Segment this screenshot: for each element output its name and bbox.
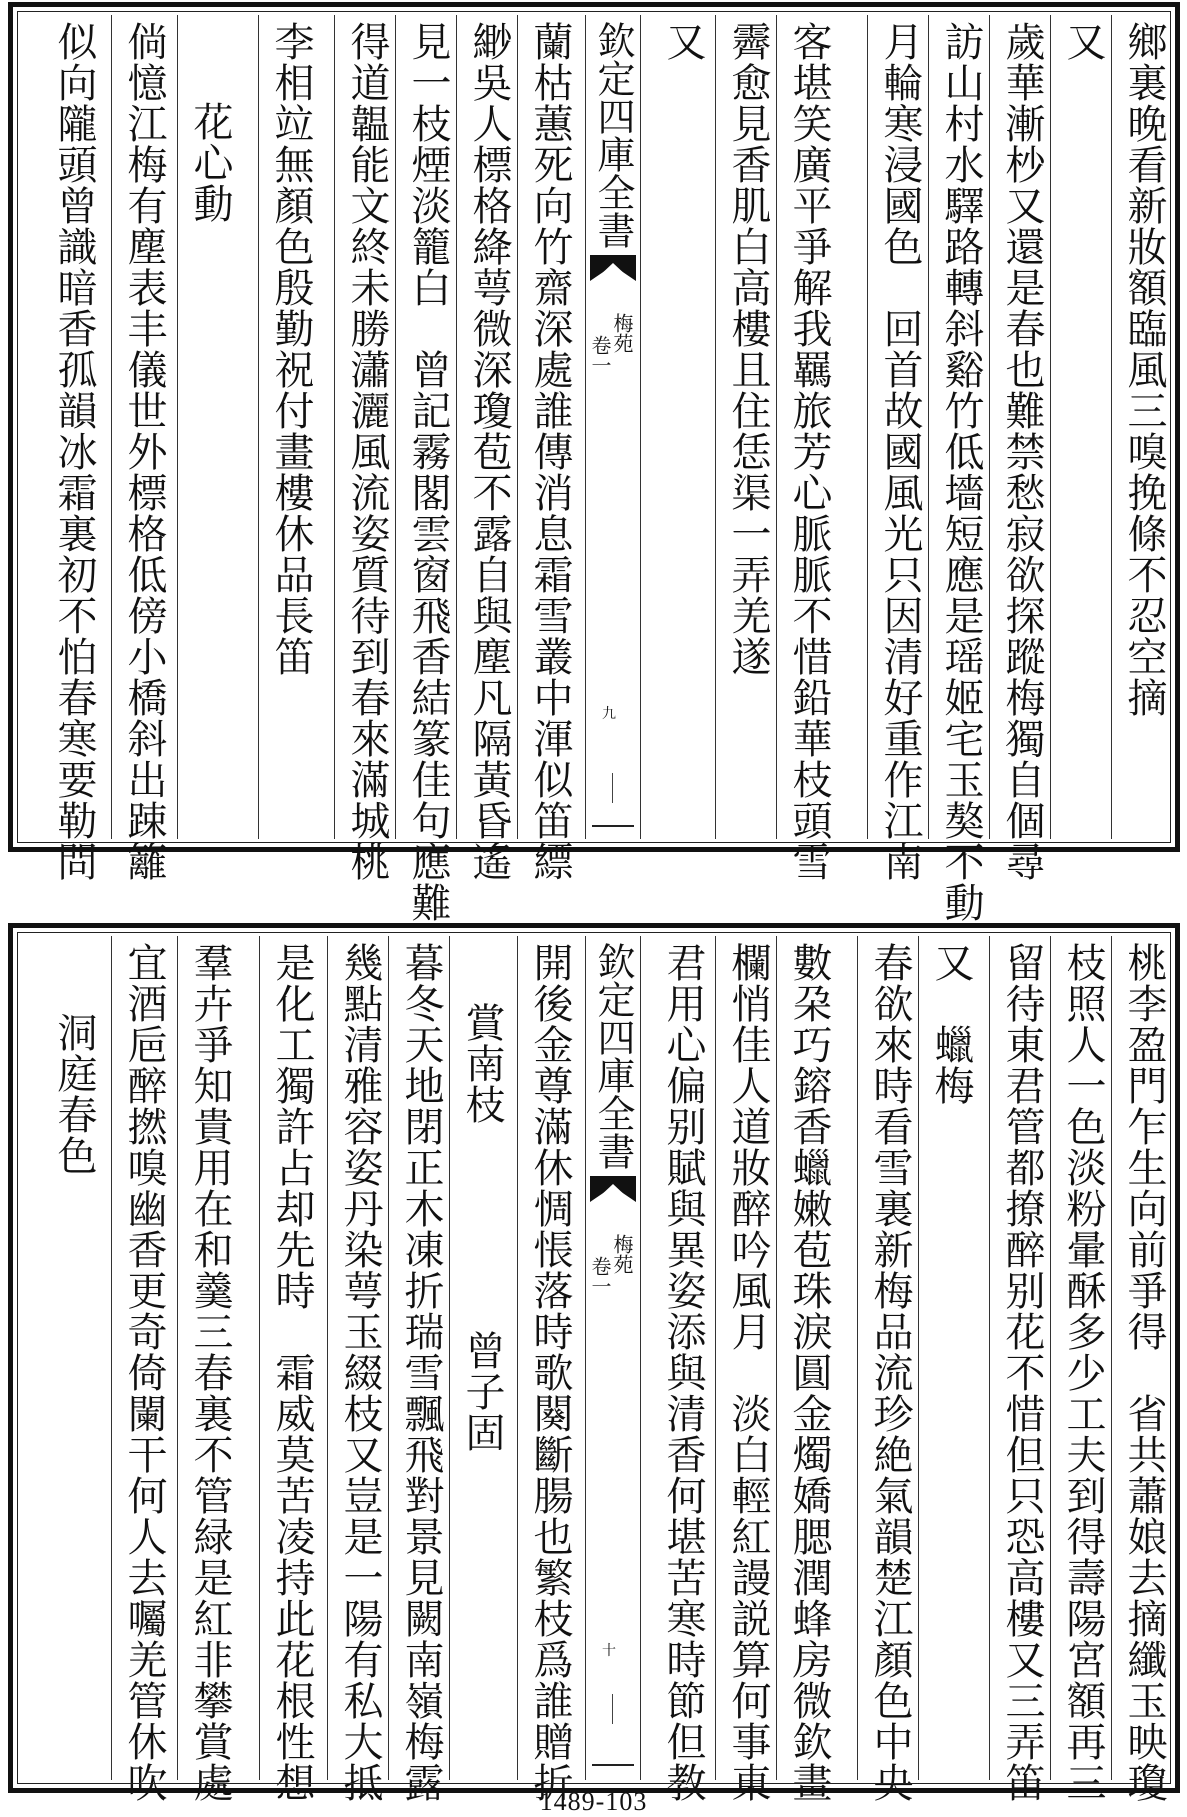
poem-title: 花心動: [187, 101, 233, 224]
text-column: 春欲來時看雪裏新梅品流珍絶氣韻楚江顏色中央: [867, 942, 913, 1803]
column-rule: [327, 936, 328, 1780]
column-rule: [918, 936, 919, 1780]
page-number: 1489-103: [539, 1787, 648, 1816]
poem-title: 賞南枝 曾子固: [459, 1002, 505, 1453]
poem-title: 又 蠟梅: [928, 942, 974, 1106]
center-fold-strip: [588, 934, 638, 1782]
column-rule: [715, 15, 716, 839]
volume-label: 卷一: [588, 1256, 612, 1296]
column-rule: [1050, 15, 1051, 839]
text-column: 暮冬天地閉正木凍折瑞雪飄飛對景見闕南嶺梅露: [398, 942, 444, 1803]
text-column: 訪山村水驛路轉斜谿竹低墻短應是瑶姬宅玉獒不動: [938, 21, 984, 923]
strip-tick: [612, 773, 613, 803]
text-column: 羣卉爭知貴用在和羹三春裏不管緑是紅非攀賞處: [187, 942, 233, 1803]
book-title: 梅苑: [610, 313, 634, 353]
text-column: 月輪寒浸國色 回首故國風光只因清好重作江南: [877, 21, 923, 882]
text-column: 又: [660, 21, 706, 62]
column-rule: [1111, 15, 1112, 839]
column-rule: [395, 15, 396, 839]
text-column: 見一枝煙淡籠白 曾記霧閣雲窗飛香結篆佳句應難: [405, 21, 451, 923]
text-column: 數朶巧鎔香蠟嫩苞珠淚圓金燭嬌腮潤蜂房微欽畫: [786, 942, 832, 1803]
text-column: 桃李盈門乍生向前爭得 省共蕭娘去摘纖玉映瓊: [1121, 942, 1167, 1803]
column-rule: [867, 15, 868, 839]
text-column: 霽愈見香肌白高樓且住恁渠一弄羌遂: [725, 21, 771, 677]
text-column: 似向隴頭曾識暗香孤韻冰霜裏初不怕春寒要勒問: [51, 21, 97, 882]
strip-bar: [592, 1764, 634, 1766]
volume-label: 卷一: [588, 335, 612, 375]
column-rule: [928, 15, 929, 839]
column-rule: [456, 15, 457, 839]
text-column: 開後金尊滿休惆悵落時歌闋斷腸也繁枝爲誰贈折: [527, 942, 573, 1803]
text-column: 倘憶江梅有塵表丰儀世外標格低傍小橋斜出踈籬: [121, 21, 167, 882]
book-title: 梅苑: [610, 1234, 634, 1274]
column-rule: [177, 15, 178, 839]
text-column: 緲吳人標格絳萼微深瓊苞不露自與塵凡隔黃昏遙: [466, 21, 512, 882]
column-rule: [259, 936, 260, 1780]
column-rule: [517, 936, 518, 1780]
column-rule: [177, 936, 178, 1780]
column-rule: [449, 936, 450, 1780]
strip-tick: [612, 1694, 613, 1724]
text-column: 幾點清雅容姿丹染萼玉綴枝又豈是一陽有私大抵: [337, 942, 383, 1803]
text-column: 君用心偏别賦與異姿添與清香何堪苦寒時節但教: [660, 942, 706, 1803]
column-rule: [111, 936, 112, 1780]
text-column: 枝照人一色淡粉暈酥多少工夫到得壽陽宮額再三: [1060, 942, 1106, 1803]
column-rule: [776, 936, 777, 1780]
column-rule: [989, 936, 990, 1780]
column-rule: [1050, 936, 1051, 1780]
center-fold-strip: [588, 13, 638, 841]
column-rule: [258, 15, 259, 839]
leaf-number: 九: [602, 706, 616, 722]
center-rule-left: [640, 936, 641, 1780]
column-rule: [989, 15, 990, 839]
collection-title: 欽定四庫全書: [591, 21, 635, 249]
center-rule-right: [585, 936, 586, 1780]
leaf-number: 十: [602, 1643, 616, 1659]
text-column: 得道韞能文終未勝瀟灑風流姿質待到春來滿城桃: [344, 21, 390, 882]
column-rule: [715, 936, 716, 1780]
text-column: 宜酒巵醉撚嗅幽香更奇倚闌干何人去囑羌管休吹: [121, 942, 167, 1803]
collection-title: 欽定四庫全書: [591, 942, 635, 1170]
column-rule: [334, 15, 335, 839]
center-rule-left: [640, 15, 641, 839]
text-column: 客堪笑廣平爭解我羈旅芳心脈脈不惜鉛華枝頭雪: [786, 21, 832, 882]
text-column: 鄉裏晚看新妝額臨風三嗅挽條不忍空摘: [1121, 21, 1167, 718]
text-column: 欄悄佳人道妝醉吟風月 淡白輕紅謾説算何事東: [725, 942, 771, 1803]
column-rule: [517, 15, 518, 839]
column-rule: [1111, 936, 1112, 1780]
upper-page: [8, 2, 1180, 923]
text-column: 李相竝無顏色殷勤祝付畫樓休品長笛: [268, 21, 314, 677]
column-rule: [111, 15, 112, 839]
text-column: 又: [1060, 21, 1106, 62]
text-column: 蘭枯蕙死向竹齋深處誰傳消息霜雪叢中渾似笛縹: [527, 21, 573, 882]
column-rule: [857, 936, 858, 1780]
text-column: 歲華漸杪又還是春也難禁愁寂欲探蹤梅獨自個尋: [999, 21, 1045, 882]
center-rule-right: [585, 15, 586, 839]
text-column: 是化工獨許占却先時 霜威莫苦凌持此花根性想: [269, 942, 315, 1803]
text-column: 洞庭春色: [51, 1012, 97, 1176]
text-column: 留待東君管都撩醉别花不惜但只恐高樓又三弄笛: [999, 942, 1045, 1803]
strip-bar: [592, 825, 634, 827]
column-rule: [388, 936, 389, 1780]
column-rule: [776, 15, 777, 839]
